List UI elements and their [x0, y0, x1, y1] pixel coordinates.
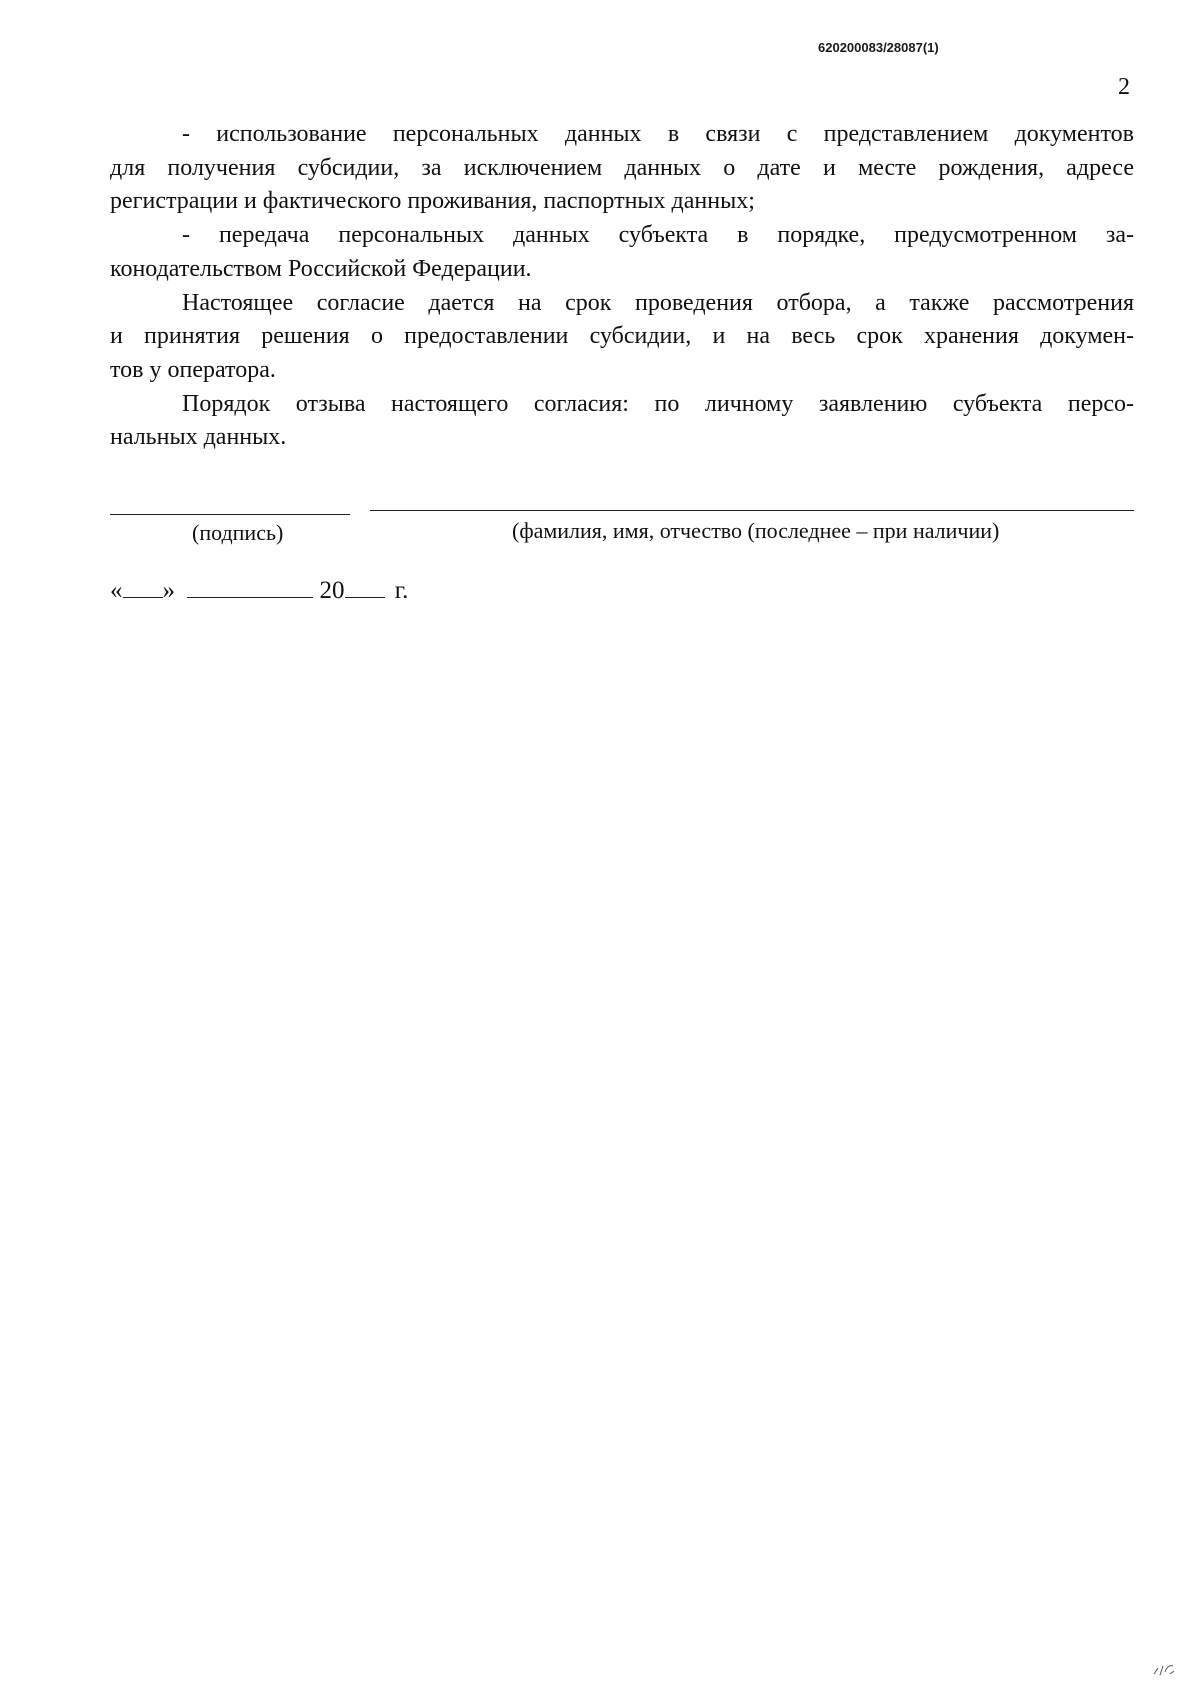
text-line: тов у оператора.	[110, 356, 276, 383]
text-line: регистрации и фактического проживания, паспортных данных;	[110, 188, 755, 215]
text-line: Настоящее согласие дается на срок проведения отбора, а также рассмотрения	[182, 289, 1134, 316]
signature-field[interactable]	[110, 514, 350, 515]
scan-mark	[1152, 1660, 1178, 1678]
body-text	[110, 118, 1134, 455]
year-suffix: г.	[394, 577, 409, 604]
page-number: 2	[1118, 74, 1130, 100]
date-line	[110, 575, 408, 605]
paragraph-consent-term	[110, 287, 1134, 388]
full-name-field[interactable]	[370, 510, 1134, 511]
text-line: нальных данных.	[110, 424, 287, 451]
text-line: - использование персональных данных в связи с представлением документов	[182, 121, 1134, 147]
year-prefix: 20	[319, 577, 345, 604]
text-line: для получения субсидии, за исключением данных о дате и месте рождения, адресе	[110, 154, 1134, 181]
open-quote: «	[110, 577, 123, 604]
close-quote: »	[162, 577, 175, 604]
signature-caption: (подпись)	[192, 520, 284, 545]
day-field[interactable]	[123, 575, 163, 598]
text-line: - передача персональных данных субъекта в порядке, предусмотренном за-	[182, 222, 1134, 249]
text-line: и принятия решения о предоставлении субсидии, и на весь срок хранения докумен-	[110, 323, 1134, 350]
text-line: конодательством Российской Федерации.	[110, 255, 532, 282]
paragraph-usage	[110, 118, 1134, 219]
year-field[interactable]	[345, 575, 385, 598]
full-name-caption: (фамилия, имя, отчество (последнее – при наличии)	[512, 518, 1000, 543]
paragraph-revocation	[110, 388, 1134, 455]
month-field[interactable]	[187, 575, 313, 598]
text-line: Порядок отзыва настоящего согласия: по личному заявлению субъекта персо-	[182, 390, 1134, 417]
document-id: 620200083/28087(1)	[818, 40, 939, 55]
paragraph-transfer	[110, 219, 1134, 286]
